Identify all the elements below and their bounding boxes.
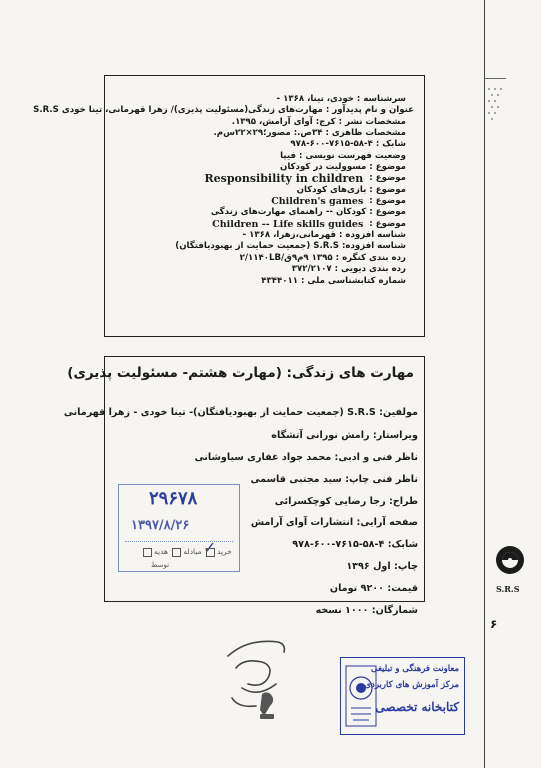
cip-topic-en: Children -- Life skills guides [212, 218, 364, 230]
margin-tick [484, 78, 506, 79]
cip-topic-label: موضوع : [369, 173, 406, 184]
cip-line: موضوع : کودکان -- راهنمای مهارت‌های زندگی [210, 207, 406, 218]
credit-designer: طراح: رجا رضایی کوچکسرائی [274, 496, 418, 507]
cip-line: عنوان و نام پدیدآور : مهارت‌های زندگی(مسئولیت پذیری)/ زهرا قهرمانی، تینا خودی S.R.S [33, 105, 414, 116]
credit-editor: ویراستار: رامش نورانی آتشگاه [271, 430, 418, 441]
credit-literary-supervisor: ناظر فنی و ادبی: محمد جواد غفاری سیاوشانی [194, 452, 418, 463]
cip-line: رده بندی دیویی : ۳۷۲/۲۱۰۷ [291, 264, 406, 275]
cip-topic-label: موضوع : [369, 218, 406, 229]
accession-stamp [118, 484, 240, 572]
cip-line: موضوع : بازی‌های کودکان [296, 184, 406, 195]
credit-authors: مولفین: S.R.S (جمعیت حمایت از بهبودیافتگان)- تینا خودی - زهرا قهرمانی [63, 407, 418, 418]
cip-line: شابک : ۴-۵۸-۷۶۱۵-۶۰۰-۹۷۸ [290, 139, 406, 150]
cip-line: شناسه افزوده : قهرمانی،زهرا، ۱۳۶۸ - [242, 230, 406, 241]
cip-line: شناسه افزوده: S.R.S (جمعیت حمایت از بهبودیافتگان) [175, 241, 406, 252]
accession-number: ۲۹۶۷۸ [149, 488, 198, 509]
library-stamp-line: مرکز آموزش های کاربردی [364, 680, 459, 690]
library-stamp-line: معاونت فرهنگی و تبلیغی [370, 664, 459, 674]
cip-topic-label: موضوع : [369, 196, 406, 207]
cip-topic-en: Responsibility in children [204, 172, 364, 186]
publisher-logo-icon [218, 628, 296, 728]
srs-logo-text: S.R.S [496, 584, 520, 594]
book-title: مهارت های زندگی: (مهارت هشتم- مسئولیت پذیری) [67, 365, 414, 381]
cip-line: مشخصات ظاهری : ۳۴ص.: مصور؛۲۹×۲۲س‌م. [213, 128, 406, 139]
cip-line: رده بندی کنگره : ۱۳۹۵ ۹م۹ق/۲/۱۱۴۰LB [239, 252, 406, 263]
option-gift: هدیه [154, 547, 169, 556]
cip-topic-row [115, 196, 414, 207]
credit-isbn: شابک: ۴-۵۸-۷۶۱۵-۶۰۰-۹۷۸ [292, 539, 418, 550]
srs-logo-icon [490, 540, 530, 590]
cip-line: موضوع : مسوولیت در کودکان [279, 162, 406, 173]
library-stamp-title: کتابخانه تخصصی [375, 700, 459, 714]
accession-date: ۱۳۹۷/۸/۲۶ [131, 518, 190, 533]
checkbox-icon [172, 548, 181, 557]
credit-print-supervisor: ناظر فنی چاپ: سید مجتبی قاسمی [250, 474, 418, 485]
accession-by-label: توسط [151, 561, 170, 569]
cip-line: مشخصات نشر : کرج: آوای آرامش، ۱۳۹۵. [231, 116, 406, 127]
library-stamp [340, 657, 465, 735]
credit-edition: چاپ: اول ۱۳۹۶ [346, 561, 418, 572]
cip-topic-row [115, 219, 414, 230]
dotted-pattern-icon [485, 86, 515, 126]
checkbox-icon [206, 548, 215, 557]
cataloging-in-publication-box [33, 75, 425, 337]
cip-topic-en: Children's games [271, 196, 364, 208]
cip-line: سرشناسه : خودی، تینا، ۱۳۶۸ - [276, 94, 406, 104]
option-exchange: مبادله [183, 547, 202, 556]
stamp-divider [125, 541, 233, 542]
cip-topic-row [115, 173, 414, 184]
cip-line: وضعیت فهرست نویسی : فیپا [280, 150, 406, 161]
check-mark-icon: ✓ [203, 538, 217, 557]
option-purchase: خرید [217, 547, 232, 556]
credit-print-run: شمارگان: ۱۰۰۰ نسخه [315, 605, 418, 616]
cip-line: شماره کتابشناسی ملی : ۴۳۴۴۰۱۱ [261, 275, 406, 286]
credit-layout: صفحه آرایی: انتشارات آوای آرامش [250, 517, 418, 528]
credit-price: قیمت: ۹۲۰۰ تومان [329, 583, 418, 594]
acquisition-options [141, 547, 232, 557]
checkbox-icon [143, 548, 152, 557]
page-number: ۶ [490, 617, 498, 631]
